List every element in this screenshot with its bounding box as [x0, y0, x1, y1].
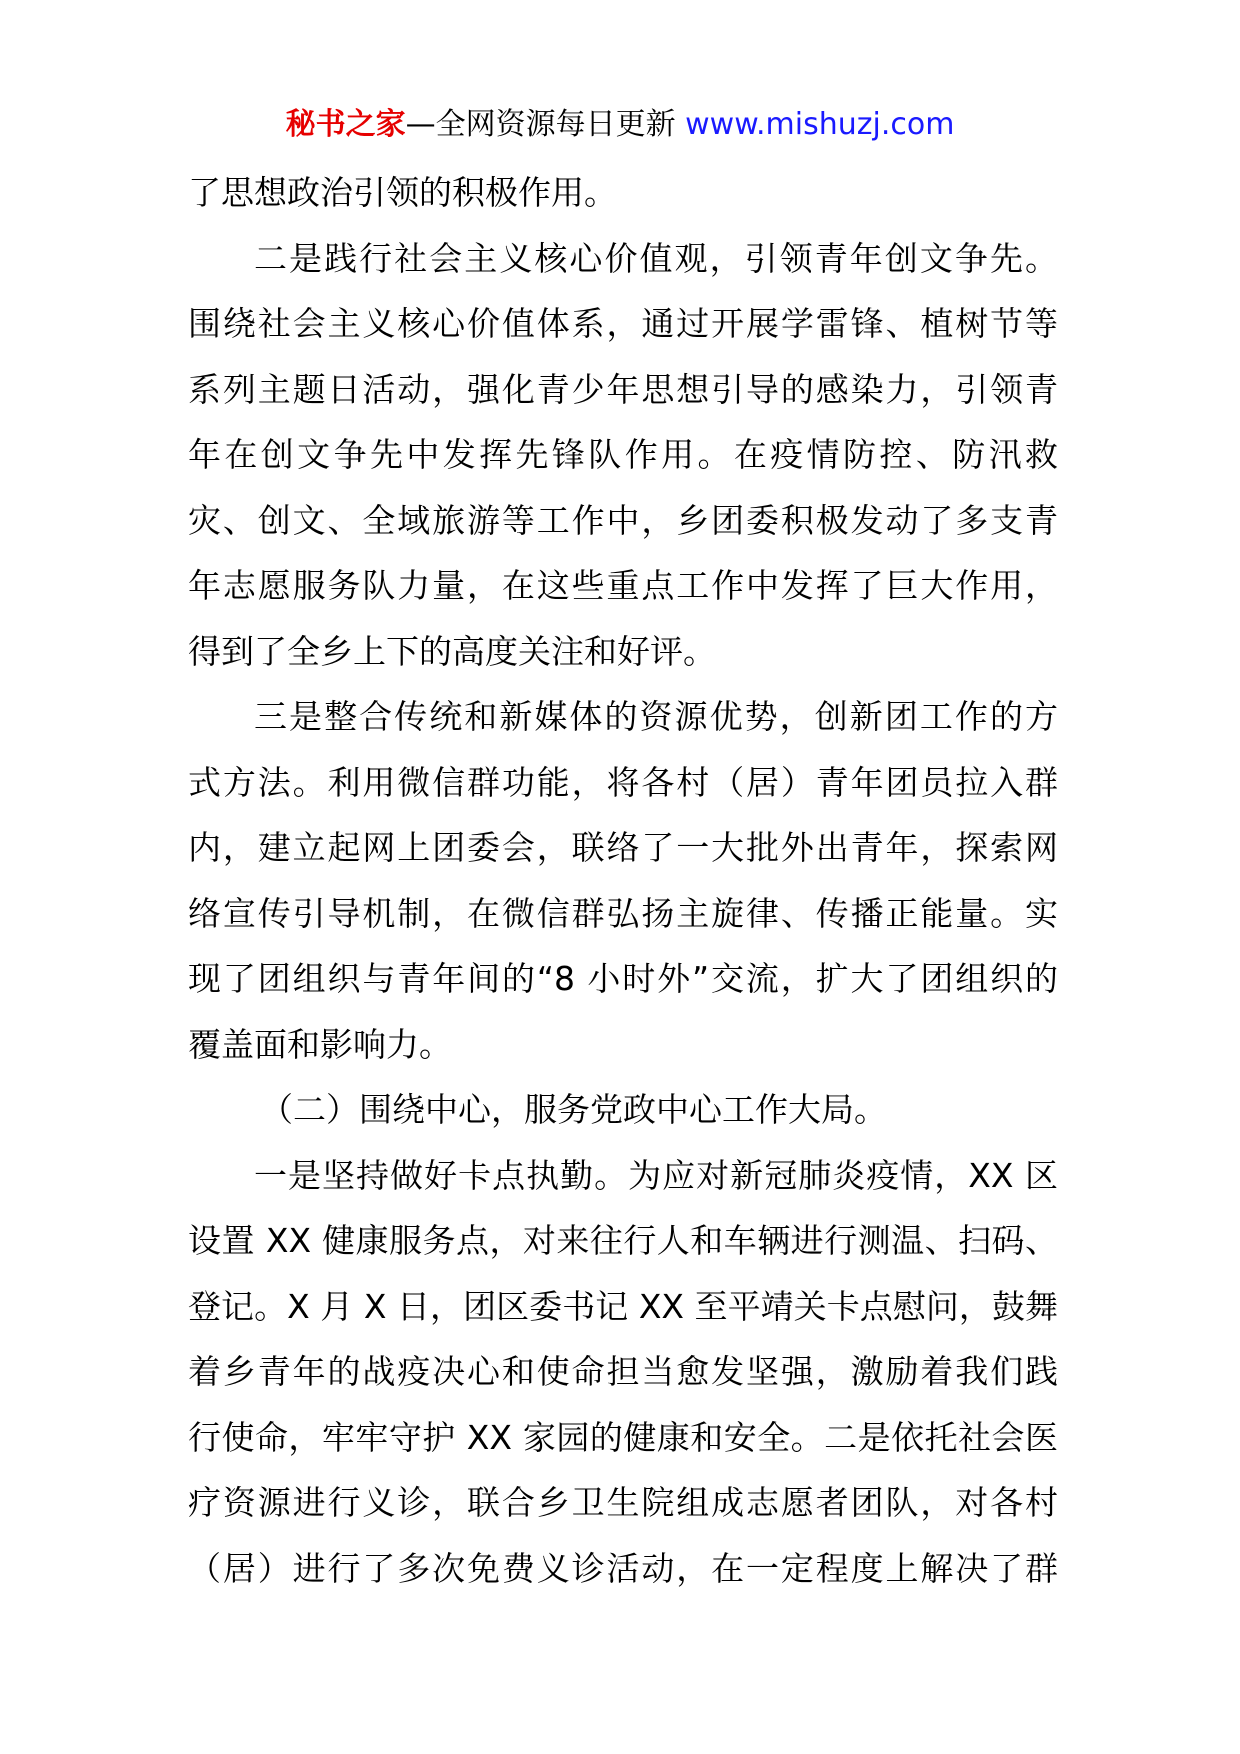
document-body: [188, 160, 1058, 1601]
text-line: 三是整合传统和新媒体的资源优势，创新团工作的方: [254, 697, 1058, 736]
brand-name: 秘书之家: [285, 107, 406, 142]
text-line: 灾、创文、全域旅游等工作中，乡团委积极发动了多支青: [188, 500, 1058, 540]
page-header: [0, 98, 1240, 152]
header-tagline: —全网资源每日更新: [405, 107, 676, 142]
text-line: 现了团组织与青年间的“8 小时外”交流，扩大了团组织的: [188, 959, 1058, 998]
text-line: 疗资源进行义诊，联合乡卫生院组成志愿者团队，对各村: [188, 1483, 1058, 1522]
text-line: 登记。X 月 X 日，团区委书记 XX 至平靖关卡点慰问，鼓舞: [188, 1286, 1058, 1326]
text-line: 式方法。利用微信群功能，将各村（居）青年团员拉入群: [188, 762, 1058, 802]
text-line: 络宣传引导机制，在微信群弘扬主旋律、传播正能量。实: [188, 893, 1058, 933]
site-url-link[interactable]: www.mishuzj.com: [685, 107, 955, 142]
text-line: 了思想政治引领的积极作用。: [188, 173, 617, 212]
text-line: 年志愿服务队力量，在这些重点工作中发挥了巨大作用，: [188, 566, 1058, 605]
text-line: 得到了全乡上下的高度关注和好评。: [188, 631, 716, 671]
text-line: 着乡青年的战疫决心和使命担当愈发坚强，激励着我们践: [188, 1352, 1058, 1391]
text-line: 设置 XX 健康服务点，对来往行人和车辆进行测温、扫码、: [188, 1221, 1058, 1260]
section-heading: （二）围绕中心，服务党政中心工作大局。: [260, 1090, 887, 1129]
text-line: 系列主题日活动，强化青少年思想引导的感染力，引领青: [188, 369, 1058, 409]
text-line: 覆盖面和影响力。: [188, 1024, 452, 1064]
text-line: （居）进行了多次免费义诊活动，在一定程度上解决了群: [188, 1548, 1058, 1588]
text-line: 内，建立起网上团委会，联络了一大批外出青年，探索网: [188, 828, 1058, 867]
text-line: 一是坚持做好卡点执勤。为应对新冠肺炎疫情，XX 区: [254, 1155, 1058, 1195]
text-line: 行使命，牢牢守护 XX 家园的健康和安全。二是依托社会医: [188, 1417, 1058, 1457]
text-line: 年在创文争先中发挥先锋队作用。在疫情防控、防汛救: [188, 435, 1058, 474]
text-line: 二是践行社会主义核心价值观，引领青年创文争先。: [254, 238, 1058, 278]
text-line: 围绕社会主义核心价值体系，通过开展学雷锋、植树节等: [188, 304, 1058, 343]
